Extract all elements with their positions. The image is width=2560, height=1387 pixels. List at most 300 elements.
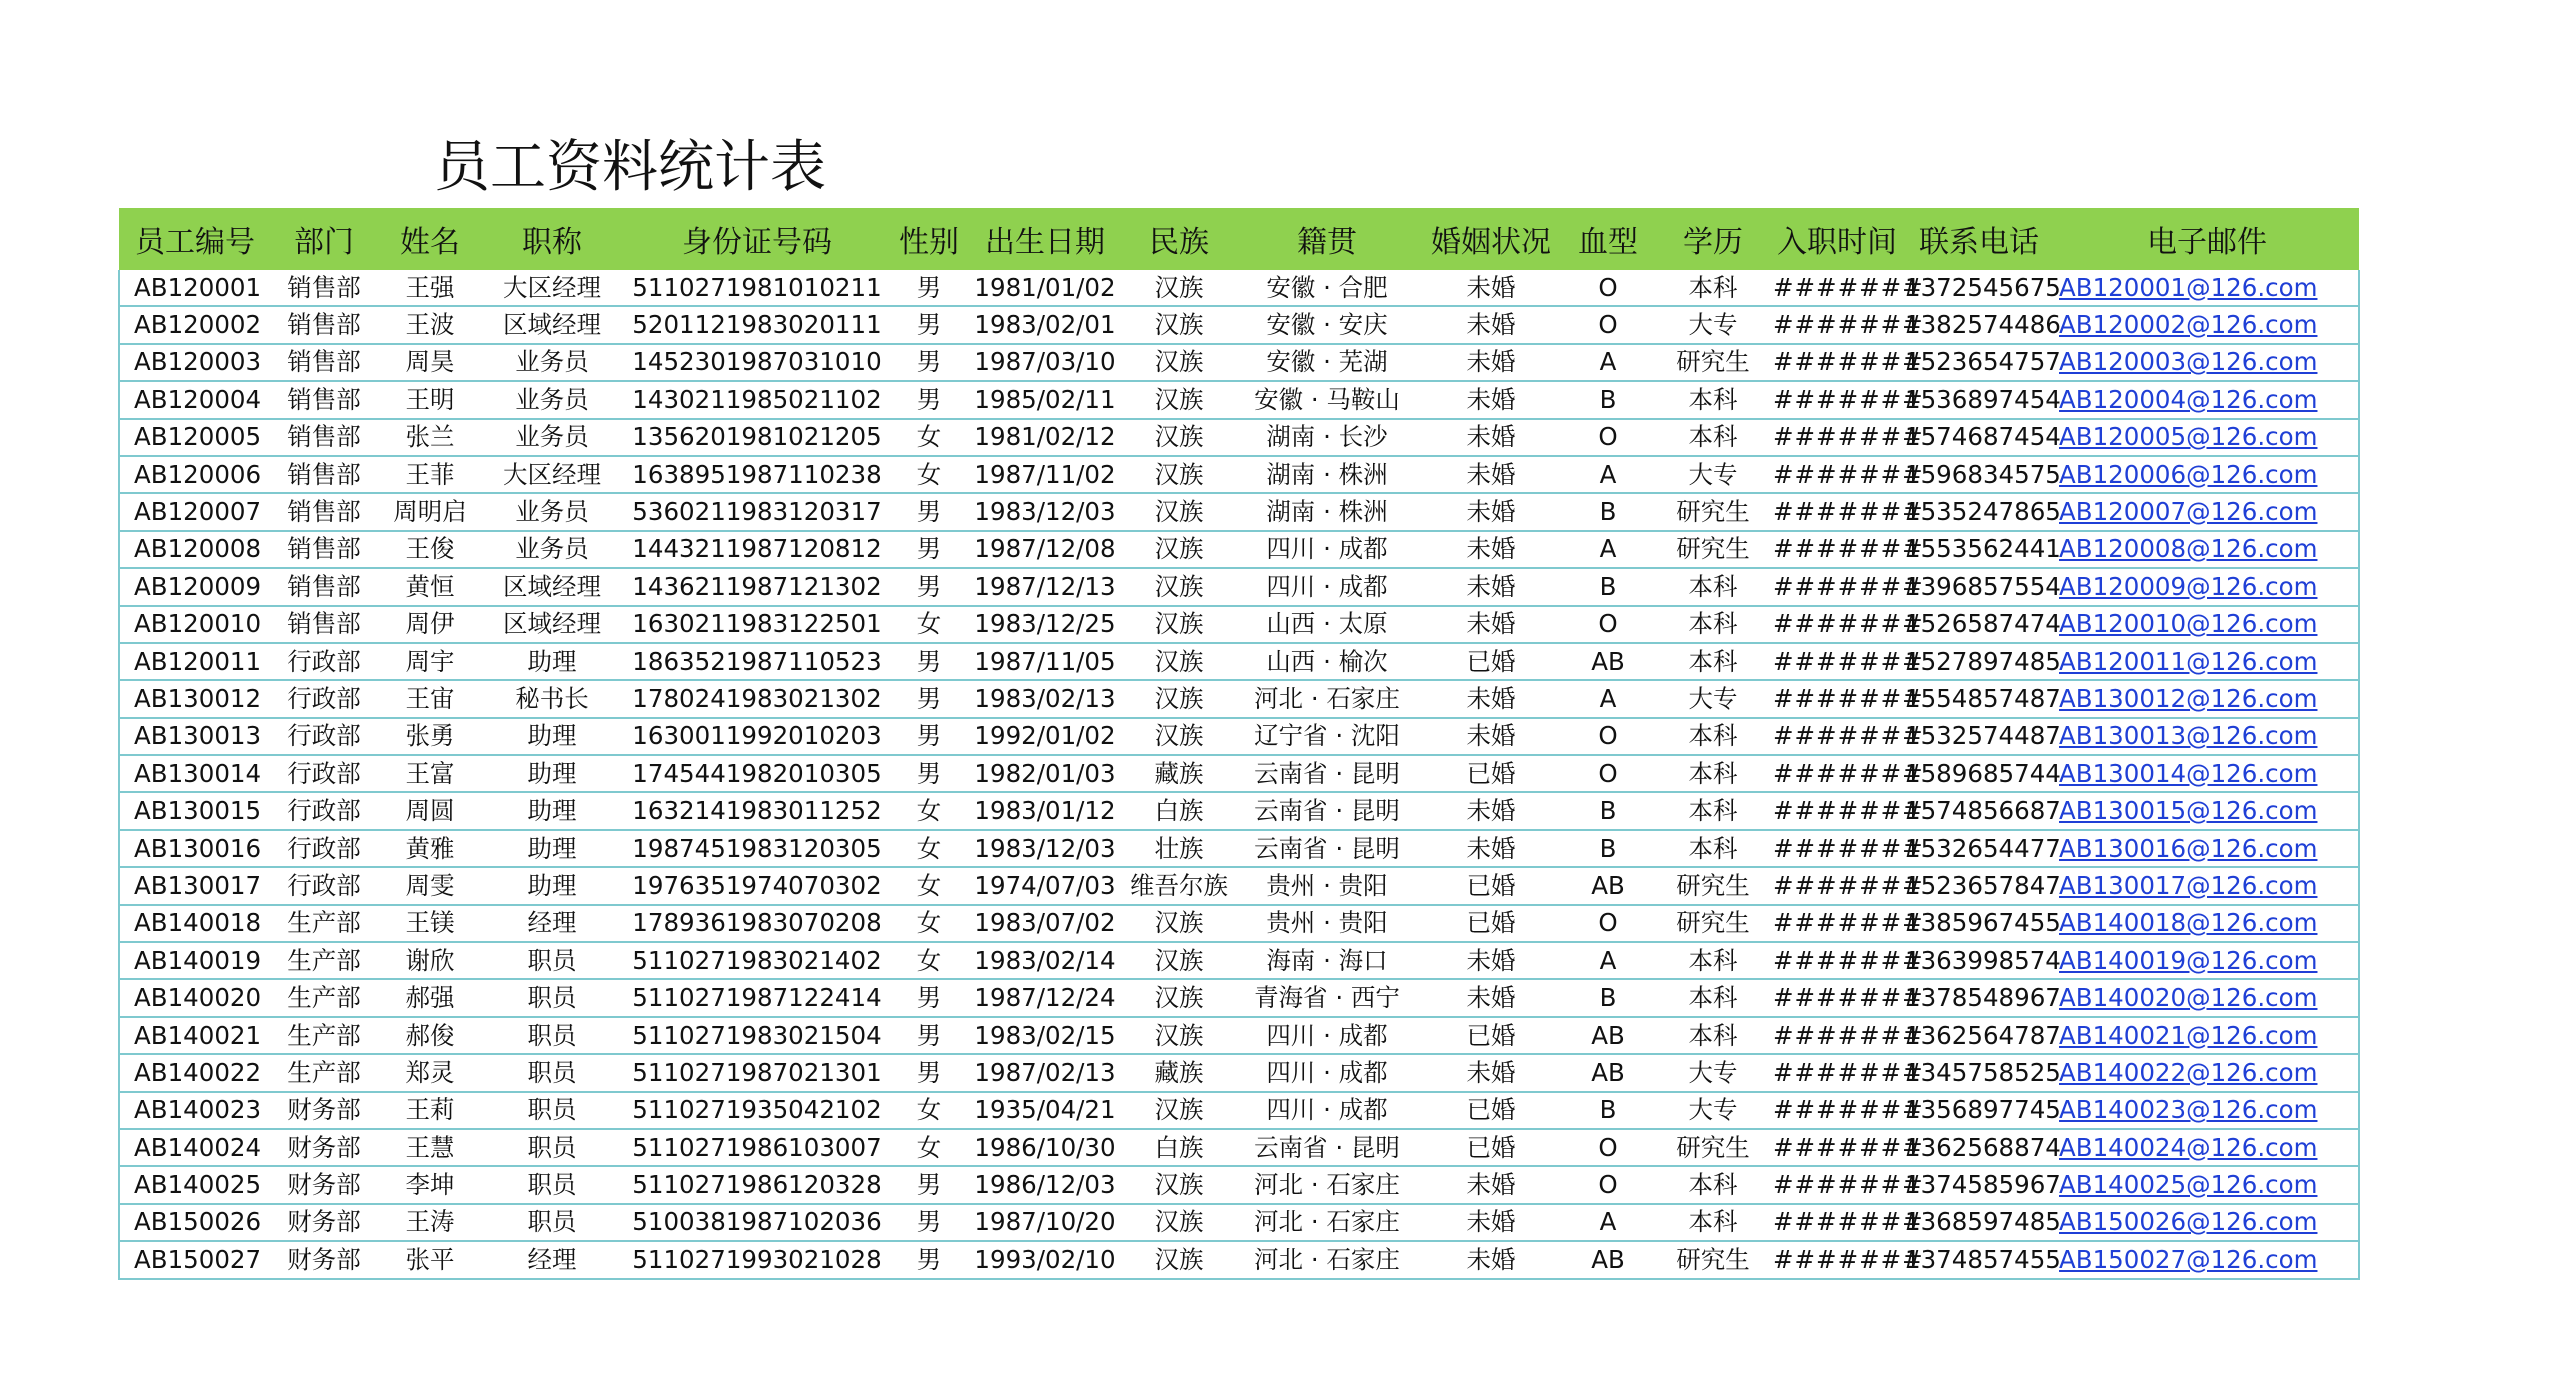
cell-birth-date[interactable]: 1983/02/14 <box>965 942 1125 979</box>
cell-native-place[interactable]: 四川 · 成都 <box>1233 1017 1421 1054</box>
cell-birth-date[interactable]: 1987/10/20 <box>965 1204 1125 1241</box>
cell-hire-date[interactable]: ####### <box>1771 456 1903 493</box>
cell-blood-type[interactable]: O <box>1561 718 1655 755</box>
cell-employee-id[interactable]: AB120001 <box>119 270 271 306</box>
cell-education[interactable]: 本科 <box>1655 606 1771 643</box>
cell-hire-date[interactable]: ####### <box>1771 1204 1903 1241</box>
cell-birth-date[interactable]: 1981/01/02 <box>965 270 1125 306</box>
cell-hire-date[interactable]: ####### <box>1771 1092 1903 1129</box>
cell-marital-status[interactable]: 未婚 <box>1421 456 1561 493</box>
cell-title[interactable]: 助理 <box>483 643 621 680</box>
cell-blood-type[interactable]: AB <box>1561 1241 1655 1278</box>
cell-education[interactable]: 本科 <box>1655 419 1771 456</box>
cell-ethnicity[interactable]: 汉族 <box>1125 1204 1233 1241</box>
cell-native-place[interactable]: 安徽 · 马鞍山 <box>1233 381 1421 418</box>
cell-blood-type[interactable]: B <box>1561 792 1655 829</box>
header-email[interactable]: 电子邮件 <box>2055 208 2359 270</box>
cell-department[interactable]: 行政部 <box>271 867 377 904</box>
cell-phone[interactable]: 1536897454 <box>1903 381 2055 418</box>
cell-education[interactable]: 本科 <box>1655 643 1771 680</box>
cell-department[interactable]: 销售部 <box>271 419 377 456</box>
cell-native-place[interactable]: 湖南 · 株洲 <box>1233 456 1421 493</box>
cell-email[interactable]: AB140024@126.com <box>2055 1129 2359 1166</box>
cell-id-number[interactable]: 1452301987031010 <box>621 344 893 381</box>
cell-native-place[interactable]: 山西 · 榆次 <box>1233 643 1421 680</box>
cell-birth-date[interactable]: 1983/07/02 <box>965 905 1125 942</box>
cell-title[interactable]: 职员 <box>483 979 621 1016</box>
cell-name[interactable]: 王慧 <box>377 1129 483 1166</box>
cell-department[interactable]: 销售部 <box>271 531 377 568</box>
cell-marital-status[interactable]: 未婚 <box>1421 1166 1561 1203</box>
cell-marital-status[interactable]: 未婚 <box>1421 270 1561 306</box>
cell-email[interactable]: AB120001@126.com <box>2055 270 2359 306</box>
cell-title[interactable]: 大区经理 <box>483 270 621 306</box>
cell-education[interactable]: 大专 <box>1655 456 1771 493</box>
cell-native-place[interactable]: 四川 · 成都 <box>1233 531 1421 568</box>
cell-hire-date[interactable]: ####### <box>1771 718 1903 755</box>
cell-title[interactable]: 职员 <box>483 1129 621 1166</box>
cell-department[interactable]: 销售部 <box>271 606 377 643</box>
cell-gender[interactable]: 男 <box>893 270 965 306</box>
cell-birth-date[interactable]: 1992/01/02 <box>965 718 1125 755</box>
cell-ethnicity[interactable]: 汉族 <box>1125 718 1233 755</box>
cell-education[interactable]: 本科 <box>1655 1204 1771 1241</box>
cell-education[interactable]: 研究生 <box>1655 905 1771 942</box>
cell-gender[interactable]: 女 <box>893 1092 965 1129</box>
cell-name[interactable]: 周圆 <box>377 792 483 829</box>
cell-ethnicity[interactable]: 维吾尔族 <box>1125 867 1233 904</box>
cell-education[interactable]: 本科 <box>1655 1166 1771 1203</box>
cell-name[interactable]: 王俊 <box>377 531 483 568</box>
cell-native-place[interactable]: 山西 · 太原 <box>1233 606 1421 643</box>
cell-birth-date[interactable]: 1987/12/08 <box>965 531 1125 568</box>
cell-employee-id[interactable]: AB150027 <box>119 1241 271 1278</box>
cell-marital-status[interactable]: 未婚 <box>1421 568 1561 605</box>
cell-employee-id[interactable]: AB140024 <box>119 1129 271 1166</box>
header-title[interactable]: 职称 <box>483 208 621 270</box>
cell-birth-date[interactable]: 1987/11/02 <box>965 456 1125 493</box>
cell-birth-date[interactable]: 1983/02/01 <box>965 306 1125 343</box>
cell-employee-id[interactable]: AB150026 <box>119 1204 271 1241</box>
cell-title[interactable]: 业务员 <box>483 419 621 456</box>
cell-department[interactable]: 财务部 <box>271 1092 377 1129</box>
cell-hire-date[interactable]: ####### <box>1771 867 1903 904</box>
cell-id-number[interactable]: 1630011992010203 <box>621 718 893 755</box>
cell-name[interactable]: 郝俊 <box>377 1017 483 1054</box>
cell-email[interactable]: AB140023@126.com <box>2055 1092 2359 1129</box>
cell-department[interactable]: 销售部 <box>271 568 377 605</box>
cell-marital-status[interactable]: 已婚 <box>1421 867 1561 904</box>
cell-native-place[interactable]: 云南省 · 昆明 <box>1233 792 1421 829</box>
cell-name[interactable]: 王宙 <box>377 680 483 717</box>
cell-name[interactable]: 王莉 <box>377 1092 483 1129</box>
header-id-number[interactable]: 身份证号码 <box>621 208 893 270</box>
cell-phone[interactable]: 1574687454 <box>1903 419 2055 456</box>
cell-employee-id[interactable]: AB130013 <box>119 718 271 755</box>
cell-employee-id[interactable]: AB120011 <box>119 643 271 680</box>
cell-id-number[interactable]: 1356201981021205 <box>621 419 893 456</box>
cell-marital-status[interactable]: 已婚 <box>1421 755 1561 792</box>
cell-phone[interactable]: 1372545675 <box>1903 270 2055 306</box>
cell-title[interactable]: 助理 <box>483 792 621 829</box>
cell-phone[interactable]: 1378548967 <box>1903 979 2055 1016</box>
cell-name[interactable]: 王涛 <box>377 1204 483 1241</box>
cell-birth-date[interactable]: 1985/02/11 <box>965 381 1125 418</box>
cell-email[interactable]: AB120006@126.com <box>2055 456 2359 493</box>
cell-name[interactable]: 张平 <box>377 1241 483 1278</box>
cell-ethnicity[interactable]: 白族 <box>1125 792 1233 829</box>
cell-hire-date[interactable]: ####### <box>1771 381 1903 418</box>
cell-id-number[interactable]: 5110271987122414 <box>621 979 893 1016</box>
cell-department[interactable]: 销售部 <box>271 270 377 306</box>
cell-email[interactable]: AB120008@126.com <box>2055 531 2359 568</box>
cell-ethnicity[interactable]: 汉族 <box>1125 344 1233 381</box>
cell-employee-id[interactable]: AB140023 <box>119 1092 271 1129</box>
cell-marital-status[interactable]: 已婚 <box>1421 1129 1561 1166</box>
cell-title[interactable]: 助理 <box>483 830 621 867</box>
cell-ethnicity[interactable]: 汉族 <box>1125 1017 1233 1054</box>
cell-ethnicity[interactable]: 壮族 <box>1125 830 1233 867</box>
cell-birth-date[interactable]: 1986/12/03 <box>965 1166 1125 1203</box>
cell-hire-date[interactable]: ####### <box>1771 792 1903 829</box>
cell-marital-status[interactable]: 未婚 <box>1421 381 1561 418</box>
cell-title[interactable]: 区域经理 <box>483 306 621 343</box>
cell-blood-type[interactable]: A <box>1561 531 1655 568</box>
header-employee-id[interactable]: 员工编号 <box>119 208 271 270</box>
cell-marital-status[interactable]: 未婚 <box>1421 1054 1561 1091</box>
cell-email[interactable]: AB140021@126.com <box>2055 1017 2359 1054</box>
cell-email[interactable]: AB130016@126.com <box>2055 830 2359 867</box>
cell-title[interactable]: 业务员 <box>483 381 621 418</box>
cell-employee-id[interactable]: AB120006 <box>119 456 271 493</box>
cell-id-number[interactable]: 5110271986120328 <box>621 1166 893 1203</box>
cell-department[interactable]: 销售部 <box>271 493 377 530</box>
cell-name[interactable]: 周伊 <box>377 606 483 643</box>
cell-blood-type[interactable]: B <box>1561 381 1655 418</box>
cell-native-place[interactable]: 贵州 · 贵阳 <box>1233 867 1421 904</box>
cell-blood-type[interactable]: O <box>1561 419 1655 456</box>
cell-ethnicity[interactable]: 汉族 <box>1125 942 1233 979</box>
cell-employee-id[interactable]: AB140025 <box>119 1166 271 1203</box>
cell-name[interactable]: 王明 <box>377 381 483 418</box>
cell-birth-date[interactable]: 1987/12/24 <box>965 979 1125 1016</box>
cell-blood-type[interactable]: B <box>1561 493 1655 530</box>
header-birth-date[interactable]: 出生日期 <box>965 208 1125 270</box>
cell-id-number[interactable]: 1863521987110523 <box>621 643 893 680</box>
cell-native-place[interactable]: 贵州 · 贵阳 <box>1233 905 1421 942</box>
cell-hire-date[interactable]: ####### <box>1771 1054 1903 1091</box>
cell-native-place[interactable]: 安徽 · 安庆 <box>1233 306 1421 343</box>
cell-ethnicity[interactable]: 汉族 <box>1125 381 1233 418</box>
cell-phone[interactable]: 1523654757 <box>1903 344 2055 381</box>
cell-gender[interactable]: 女 <box>893 792 965 829</box>
cell-employee-id[interactable]: AB120008 <box>119 531 271 568</box>
cell-education[interactable]: 本科 <box>1655 381 1771 418</box>
cell-blood-type[interactable]: AB <box>1561 1017 1655 1054</box>
cell-employee-id[interactable]: AB140018 <box>119 905 271 942</box>
cell-name[interactable]: 王富 <box>377 755 483 792</box>
header-marital-status[interactable]: 婚姻状况 <box>1421 208 1561 270</box>
cell-hire-date[interactable]: ####### <box>1771 1166 1903 1203</box>
cell-gender[interactable]: 男 <box>893 344 965 381</box>
cell-phone[interactable]: 1596834575 <box>1903 456 2055 493</box>
cell-marital-status[interactable]: 已婚 <box>1421 905 1561 942</box>
cell-department[interactable]: 财务部 <box>271 1129 377 1166</box>
cell-ethnicity[interactable]: 汉族 <box>1125 568 1233 605</box>
cell-phone[interactable]: 1382574486 <box>1903 306 2055 343</box>
cell-ethnicity[interactable]: 汉族 <box>1125 643 1233 680</box>
cell-employee-id[interactable]: AB120009 <box>119 568 271 605</box>
cell-phone[interactable]: 1523657847 <box>1903 867 2055 904</box>
cell-id-number[interactable]: 5110271983021402 <box>621 942 893 979</box>
cell-hire-date[interactable]: ####### <box>1771 1241 1903 1278</box>
cell-native-place[interactable]: 四川 · 成都 <box>1233 1092 1421 1129</box>
cell-hire-date[interactable]: ####### <box>1771 493 1903 530</box>
cell-native-place[interactable]: 河北 · 石家庄 <box>1233 1241 1421 1278</box>
cell-email[interactable]: AB140018@126.com <box>2055 905 2359 942</box>
cell-name[interactable]: 郑灵 <box>377 1054 483 1091</box>
cell-native-place[interactable]: 云南省 · 昆明 <box>1233 830 1421 867</box>
cell-phone[interactable]: 1526587474 <box>1903 606 2055 643</box>
cell-gender[interactable]: 男 <box>893 1166 965 1203</box>
cell-education[interactable]: 大专 <box>1655 1054 1771 1091</box>
cell-employee-id[interactable]: AB140020 <box>119 979 271 1016</box>
cell-phone[interactable]: 1362564787 <box>1903 1017 2055 1054</box>
cell-phone[interactable]: 1574856687 <box>1903 792 2055 829</box>
cell-department[interactable]: 生产部 <box>271 905 377 942</box>
cell-email[interactable]: AB120011@126.com <box>2055 643 2359 680</box>
cell-phone[interactable]: 1532654477 <box>1903 830 2055 867</box>
cell-title[interactable]: 助理 <box>483 755 621 792</box>
cell-employee-id[interactable]: AB140022 <box>119 1054 271 1091</box>
cell-phone[interactable]: 1385967455 <box>1903 905 2055 942</box>
cell-phone[interactable]: 1356897745 <box>1903 1092 2055 1129</box>
cell-gender[interactable]: 女 <box>893 867 965 904</box>
cell-hire-date[interactable]: ####### <box>1771 606 1903 643</box>
cell-department[interactable]: 行政部 <box>271 718 377 755</box>
cell-title[interactable]: 助理 <box>483 718 621 755</box>
cell-native-place[interactable]: 河北 · 石家庄 <box>1233 1204 1421 1241</box>
cell-education[interactable]: 本科 <box>1655 942 1771 979</box>
cell-native-place[interactable]: 青海省 · 西宁 <box>1233 979 1421 1016</box>
cell-name[interactable]: 谢欣 <box>377 942 483 979</box>
cell-hire-date[interactable]: ####### <box>1771 680 1903 717</box>
cell-name[interactable]: 李坤 <box>377 1166 483 1203</box>
cell-native-place[interactable]: 河北 · 石家庄 <box>1233 1166 1421 1203</box>
cell-hire-date[interactable]: ####### <box>1771 568 1903 605</box>
cell-gender[interactable]: 男 <box>893 718 965 755</box>
cell-title[interactable]: 职员 <box>483 1166 621 1203</box>
cell-title[interactable]: 助理 <box>483 867 621 904</box>
cell-gender[interactable]: 女 <box>893 1129 965 1166</box>
cell-native-place[interactable]: 安徽 · 合肥 <box>1233 270 1421 306</box>
cell-ethnicity[interactable]: 汉族 <box>1125 979 1233 1016</box>
cell-title[interactable]: 区域经理 <box>483 568 621 605</box>
cell-blood-type[interactable]: O <box>1561 755 1655 792</box>
cell-employee-id[interactable]: AB130014 <box>119 755 271 792</box>
cell-education[interactable]: 研究生 <box>1655 867 1771 904</box>
cell-gender[interactable]: 女 <box>893 606 965 643</box>
cell-education[interactable]: 本科 <box>1655 718 1771 755</box>
cell-department[interactable]: 生产部 <box>271 942 377 979</box>
cell-phone[interactable]: 1374857455 <box>1903 1241 2055 1278</box>
cell-gender[interactable]: 男 <box>893 643 965 680</box>
cell-marital-status[interactable]: 已婚 <box>1421 643 1561 680</box>
cell-gender[interactable]: 女 <box>893 419 965 456</box>
cell-marital-status[interactable]: 未婚 <box>1421 606 1561 643</box>
cell-email[interactable]: AB140020@126.com <box>2055 979 2359 1016</box>
cell-department[interactable]: 销售部 <box>271 456 377 493</box>
cell-email[interactable]: AB130015@126.com <box>2055 792 2359 829</box>
cell-department[interactable]: 行政部 <box>271 755 377 792</box>
cell-title[interactable]: 区域经理 <box>483 606 621 643</box>
cell-gender[interactable]: 男 <box>893 381 965 418</box>
cell-name[interactable]: 郝强 <box>377 979 483 1016</box>
cell-email[interactable]: AB140025@126.com <box>2055 1166 2359 1203</box>
cell-name[interactable]: 张兰 <box>377 419 483 456</box>
cell-title[interactable]: 秘书长 <box>483 680 621 717</box>
cell-email[interactable]: AB130012@126.com <box>2055 680 2359 717</box>
cell-birth-date[interactable]: 1983/02/15 <box>965 1017 1125 1054</box>
cell-ethnicity[interactable]: 汉族 <box>1125 493 1233 530</box>
cell-blood-type[interactable]: AB <box>1561 643 1655 680</box>
cell-department[interactable]: 生产部 <box>271 1017 377 1054</box>
cell-employee-id[interactable]: AB120003 <box>119 344 271 381</box>
cell-employee-id[interactable]: AB140019 <box>119 942 271 979</box>
cell-birth-date[interactable]: 1987/12/13 <box>965 568 1125 605</box>
cell-email[interactable]: AB120002@126.com <box>2055 306 2359 343</box>
cell-gender[interactable]: 男 <box>893 306 965 343</box>
cell-name[interactable]: 王镁 <box>377 905 483 942</box>
cell-hire-date[interactable]: ####### <box>1771 830 1903 867</box>
header-department[interactable]: 部门 <box>271 208 377 270</box>
cell-gender[interactable]: 女 <box>893 905 965 942</box>
cell-title[interactable]: 大区经理 <box>483 456 621 493</box>
cell-blood-type[interactable]: A <box>1561 942 1655 979</box>
cell-phone[interactable]: 1553562441 <box>1903 531 2055 568</box>
cell-phone[interactable]: 1363998574 <box>1903 942 2055 979</box>
cell-education[interactable]: 大专 <box>1655 680 1771 717</box>
cell-marital-status[interactable]: 未婚 <box>1421 1241 1561 1278</box>
cell-education[interactable]: 本科 <box>1655 1017 1771 1054</box>
cell-birth-date[interactable]: 1974/07/03 <box>965 867 1125 904</box>
cell-birth-date[interactable]: 1987/03/10 <box>965 344 1125 381</box>
cell-birth-date[interactable]: 1987/11/05 <box>965 643 1125 680</box>
cell-title[interactable]: 业务员 <box>483 493 621 530</box>
cell-email[interactable]: AB130013@126.com <box>2055 718 2359 755</box>
cell-email[interactable]: AB130014@126.com <box>2055 755 2359 792</box>
cell-hire-date[interactable]: ####### <box>1771 1129 1903 1166</box>
cell-marital-status[interactable]: 未婚 <box>1421 1204 1561 1241</box>
cell-blood-type[interactable]: AB <box>1561 867 1655 904</box>
cell-email[interactable]: AB140022@126.com <box>2055 1054 2359 1091</box>
cell-hire-date[interactable]: ####### <box>1771 905 1903 942</box>
cell-email[interactable]: AB120010@126.com <box>2055 606 2359 643</box>
cell-phone[interactable]: 1362568874 <box>1903 1129 2055 1166</box>
cell-blood-type[interactable]: A <box>1561 456 1655 493</box>
cell-marital-status[interactable]: 未婚 <box>1421 344 1561 381</box>
cell-hire-date[interactable]: ####### <box>1771 306 1903 343</box>
cell-phone[interactable]: 1554857487 <box>1903 680 2055 717</box>
cell-name[interactable]: 周雯 <box>377 867 483 904</box>
cell-ethnicity[interactable]: 藏族 <box>1125 1054 1233 1091</box>
cell-marital-status[interactable]: 未婚 <box>1421 419 1561 456</box>
header-ethnicity[interactable]: 民族 <box>1125 208 1233 270</box>
cell-native-place[interactable]: 湖南 · 株洲 <box>1233 493 1421 530</box>
cell-ethnicity[interactable]: 汉族 <box>1125 1241 1233 1278</box>
cell-employee-id[interactable]: AB120005 <box>119 419 271 456</box>
cell-gender[interactable]: 男 <box>893 1241 965 1278</box>
cell-blood-type[interactable]: O <box>1561 306 1655 343</box>
cell-email[interactable]: AB120009@126.com <box>2055 568 2359 605</box>
cell-id-number[interactable]: 1638951987110238 <box>621 456 893 493</box>
cell-blood-type[interactable]: B <box>1561 979 1655 1016</box>
cell-ethnicity[interactable]: 汉族 <box>1125 456 1233 493</box>
cell-education[interactable]: 研究生 <box>1655 531 1771 568</box>
cell-department[interactable]: 生产部 <box>271 1054 377 1091</box>
cell-blood-type[interactable]: O <box>1561 1166 1655 1203</box>
cell-marital-status[interactable]: 已婚 <box>1421 1017 1561 1054</box>
cell-marital-status[interactable]: 未婚 <box>1421 979 1561 1016</box>
cell-title[interactable]: 职员 <box>483 942 621 979</box>
cell-native-place[interactable]: 湖南 · 长沙 <box>1233 419 1421 456</box>
cell-employee-id[interactable]: AB120002 <box>119 306 271 343</box>
cell-ethnicity[interactable]: 汉族 <box>1125 1166 1233 1203</box>
cell-name[interactable]: 王波 <box>377 306 483 343</box>
cell-employee-id[interactable]: AB140021 <box>119 1017 271 1054</box>
cell-phone[interactable]: 1374585967 <box>1903 1166 2055 1203</box>
cell-name[interactable]: 王菲 <box>377 456 483 493</box>
cell-id-number[interactable]: 5360211983120317 <box>621 493 893 530</box>
cell-native-place[interactable]: 四川 · 成都 <box>1233 1054 1421 1091</box>
cell-hire-date[interactable]: ####### <box>1771 643 1903 680</box>
cell-email[interactable]: AB120007@126.com <box>2055 493 2359 530</box>
cell-phone[interactable]: 1345758525 <box>1903 1054 2055 1091</box>
cell-employee-id[interactable]: AB120004 <box>119 381 271 418</box>
cell-email[interactable]: AB140019@126.com <box>2055 942 2359 979</box>
cell-education[interactable]: 研究生 <box>1655 493 1771 530</box>
cell-employee-id[interactable]: AB130016 <box>119 830 271 867</box>
cell-marital-status[interactable]: 未婚 <box>1421 493 1561 530</box>
cell-education[interactable]: 大专 <box>1655 306 1771 343</box>
cell-education[interactable]: 本科 <box>1655 979 1771 1016</box>
cell-marital-status[interactable]: 未婚 <box>1421 830 1561 867</box>
cell-email[interactable]: AB120004@126.com <box>2055 381 2359 418</box>
cell-phone[interactable]: 1589685744 <box>1903 755 2055 792</box>
cell-gender[interactable]: 男 <box>893 493 965 530</box>
cell-name[interactable]: 周宇 <box>377 643 483 680</box>
cell-education[interactable]: 本科 <box>1655 830 1771 867</box>
cell-id-number[interactable]: 1745441982010305 <box>621 755 893 792</box>
cell-title[interactable]: 职员 <box>483 1092 621 1129</box>
cell-email[interactable]: AB120005@126.com <box>2055 419 2359 456</box>
header-gender[interactable]: 性别 <box>893 208 965 270</box>
cell-title[interactable]: 经理 <box>483 1241 621 1278</box>
cell-name[interactable]: 王强 <box>377 270 483 306</box>
cell-marital-status[interactable]: 未婚 <box>1421 942 1561 979</box>
cell-title[interactable]: 职员 <box>483 1017 621 1054</box>
cell-blood-type[interactable]: O <box>1561 1129 1655 1166</box>
cell-hire-date[interactable]: ####### <box>1771 531 1903 568</box>
cell-department[interactable]: 行政部 <box>271 680 377 717</box>
cell-ethnicity[interactable]: 汉族 <box>1125 531 1233 568</box>
cell-employee-id[interactable]: AB120010 <box>119 606 271 643</box>
cell-phone[interactable]: 1535247865 <box>1903 493 2055 530</box>
cell-gender[interactable]: 女 <box>893 456 965 493</box>
cell-ethnicity[interactable]: 白族 <box>1125 1129 1233 1166</box>
cell-department[interactable]: 行政部 <box>271 830 377 867</box>
cell-phone[interactable]: 1527897485 <box>1903 643 2055 680</box>
